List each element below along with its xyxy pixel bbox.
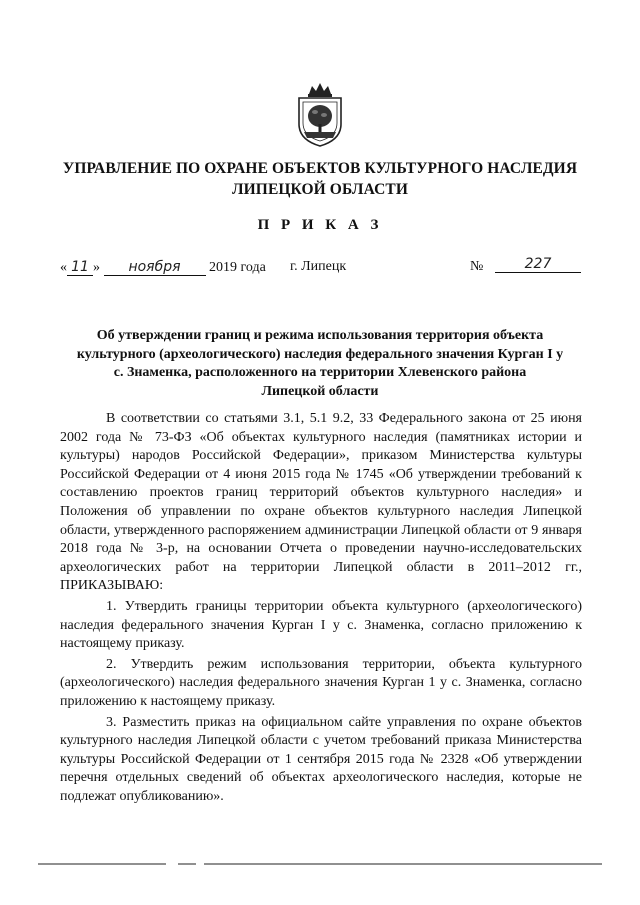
- document-body: [60, 410, 582, 806]
- subject-line: Липецкой области: [261, 383, 379, 399]
- order-item-1: 1. Утвердить границы территории объекта культурного (археологического) наследия федерального значения Курган I у с. Знаменка, согласно приложению к настоящему приказу.: [60, 598, 582, 652]
- footer-divider: [38, 862, 602, 866]
- coat-of-arms-icon: [295, 80, 345, 148]
- document-number-label: №: [470, 259, 484, 274]
- order-item-3: 3. Разместить приказ на официальном сайте управления по охране объектов культурного наследия Липецкой области с учетом требований приказа Министерства культуры Российской Федерации от 1 сентября 2015 года № 2328 «Об утверждении перечня отдельных сведений об объектах археологического наследия, которые не подлежат опубликованию».: [60, 714, 582, 804]
- document-number: 227: [495, 256, 581, 273]
- document-city: г. Липецк: [290, 259, 347, 274]
- organization-name-line-1: УПРАВЛЕНИЕ ПО ОХРАНЕ ОБЪЕКТОВ КУЛЬТУРНОГО НАСЛЕДИЯ: [62, 160, 578, 177]
- document-type-title: П Р И К А З: [257, 217, 383, 233]
- date-year: 2019 года: [209, 260, 266, 275]
- subject-line: культурного (археологического) наследия федерального значения Курган I у: [76, 346, 564, 362]
- subject-line: Об утверждении границ и режима использования территория объекта: [96, 328, 544, 343]
- date-month: ноября: [104, 259, 206, 276]
- subject-line: с. Знаменка, расположенного на территории Хлевенского района: [113, 365, 527, 380]
- preamble-paragraph: В соответствии со статьями 3.1, 5.1 9.2, 33 Федерального закона от 25 июня 2002 года № 73-ФЗ «Об объектах культурного наследия (памятниках истории и культуры) народов Российской Федерации», приказом Министерства культуры Российской Федерации от 4 июня 2015 года № 1745 «Об утверждении требований к составлению проектов границ территорий объектов культурного наследия» и Положения об управлении по охране объектов культурного наследия Липецкой области, утвержденного распоряжением администрации Липецкой области от 9 января 2018 года № 3-р, на основании Отчета о проведении научно-исследовательских археологических работ на территории Липецкой области в 2011–2012 гг., ПРИКАЗЫВАЮ:: [60, 411, 582, 594]
- document-date: [60, 259, 266, 276]
- document-subject: [60, 327, 580, 401]
- quote-open: «: [60, 260, 67, 275]
- date-day: 11: [67, 259, 93, 276]
- order-item-2: 2. Утвердить режим использования территории, объекта культурного (археологического) наследия федерального значения Курган 1 у с. Знаменка, согласно приложению к настоящему приказу.: [60, 656, 582, 709]
- quote-close: »: [93, 260, 100, 275]
- organization-name-line-2: ЛИПЕЦКОЙ ОБЛАСТИ: [232, 181, 408, 198]
